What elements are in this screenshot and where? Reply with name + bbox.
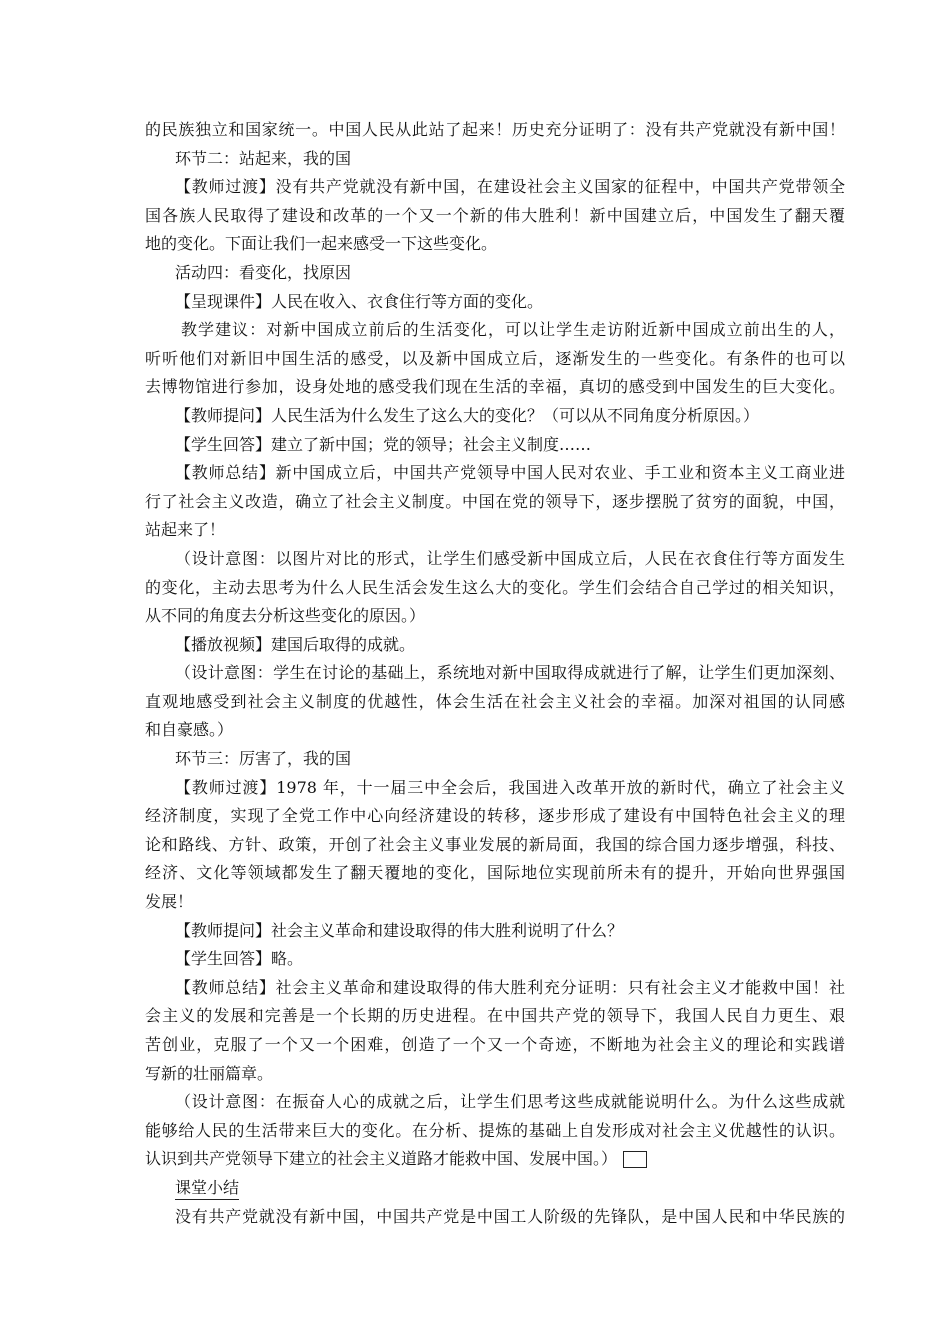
summary-heading: 课堂小结 [175,1177,239,1200]
paragraph-line: 会主义的发展和完善是一个长期的历史进程。在中国共产党的领导下，我国人民自力更生、艰 [145,1006,845,1026]
paragraph-line: 和自豪感。） [145,720,234,740]
activity-heading: 活动四：看变化，找原因 [175,262,352,282]
paragraph-line: 【教师提问】社会主义革命和建设取得的伟大胜利说明了什么？ [175,920,624,940]
paragraph-line: 没有共产党就没有新中国，中国共产党是中国工人阶级的先锋队，是中国人民和中华民族的 [175,1206,845,1226]
paragraph-line: 【学生回答】建立了新中国；党的领导；社会主义制度…… [175,434,592,454]
paragraph-line: 行了社会主义改造，确立了社会主义制度。中国在党的领导下，逐步摆脱了贫穷的面貌，中国， [145,491,845,511]
paragraph-line: 【教师提问】人民生活为什么发生了这么大的变化？（可以从不同角度分析原因。） [175,405,760,425]
document-body [145,116,845,1231]
paragraph-line: 经济制度，实现了全党工作中心向经济建设的转移，逐步形成了建设有中国特色社会主义的理 [145,806,845,826]
section-heading: 环节三：厉害了，我的国 [175,749,352,769]
paragraph-line: 【教师总结】新中国成立后，中国共产党领导中国人民对农业、手工业和资本主义工商业进 [175,463,845,483]
paragraph-line: 去博物馆进行参加，设身处地的感受我们现在生活的幸福，真切的感受到中国发生的巨大变化。 [145,377,845,397]
paragraph-line-with-box [145,1145,845,1174]
paragraph-line: （设计意图：在振奋人心的成就之后，让学生们思考这些成就能说明什么。为什么这些成就 [175,1092,845,1112]
paragraph-line: 【学生回答】略。 [175,949,304,969]
paragraph-line: 直观地感受到社会主义制度的优越性，体会生活在社会主义社会的幸福。加深对祖国的认同感 [145,691,845,711]
paragraph-line: 发展！ [145,892,194,912]
paragraph-line: （设计意图：学生在讨论的基础上，系统地对新中国取得成就进行了解，让学生们更加深刻、 [175,663,845,683]
paragraph-line: 听听他们对新旧中国生活的感受，以及新中国成立后，逐渐发生的一些变化。有条件的也可以 [145,348,845,368]
paragraph-line: 【播放视频】建国后取得的成就。 [175,634,416,654]
paragraph-line: 地的变化。下面让我们一起来感受一下这些变化。 [145,234,498,254]
paragraph-line: 能够给人民的生活带来巨大的变化。在分析、提炼的基础上自发形成对社会主义优越性的认识。 [145,1120,845,1140]
paragraph-line: 论和路线、方针、政策，开创了社会主义事业发展的新局面，我国的综合国力逐步增强，科技、 [145,834,845,854]
paragraph-line: 站起来了！ [145,520,226,540]
paragraph-line: 苦创业，克服了一个又一个困难，创造了一个又一个奇迹，不断地为社会主义的理论和实践谱 [145,1035,845,1054]
summary-heading-line [145,1174,845,1203]
paragraph-line: 【呈现课件】人民在收入、衣食住行等方面的变化。 [175,291,544,311]
paragraph-line: 的民族独立和国家统一。中国人民从此站了起来！历史充分证明了：没有共产党就没有新中国！ [145,120,845,139]
paragraph-line: 教学建议：对新中国成立前后的生活变化，可以让学生走访附近新中国成立前出生的人， [181,320,845,340]
paragraph-line: 【教师总结】社会主义革命和建设取得的伟大胜利充分证明：只有社会主义才能救中国！社 [175,977,845,997]
paragraph-line: 从不同的角度去分析这些变化的原因。） [145,606,426,626]
section-heading: 环节二：站起来，我的国 [175,148,352,168]
paragraph-line: 【教师过渡】没有共产党就没有新中国，在建设社会主义国家的征程中，中国共产党带领全 [175,177,845,197]
paragraph-line: （设计意图：以图片对比的形式，让学生们感受新中国成立后，人民在衣食住行等方面发生 [175,548,845,568]
paragraph-line: 的变化，主动去思考为什么人民生活会发生这么大的变化。学生们会结合自己学过的相关知识， [145,577,845,597]
paragraph-text: 认识到共产党领导下建立的社会主义道路才能救中国、发展中国。） [145,1149,618,1169]
empty-box [623,1151,647,1168]
paragraph-line: 【教师过渡】1978 年，十一届三中全会后，我国进入改革开放的新时代，确立了社会主义 [175,777,845,797]
paragraph-line: 经济、文化等领域都发生了翻天覆地的变化，国际地位实现前所未有的提升，开始向世界强国 [145,863,845,883]
paragraph-line: 国各族人民取得了建设和改革的一个又一个新的伟大胜利！新中国建立后，中国发生了翻天覆 [145,205,845,225]
paragraph-line: 写新的壮丽篇章。 [145,1063,274,1083]
